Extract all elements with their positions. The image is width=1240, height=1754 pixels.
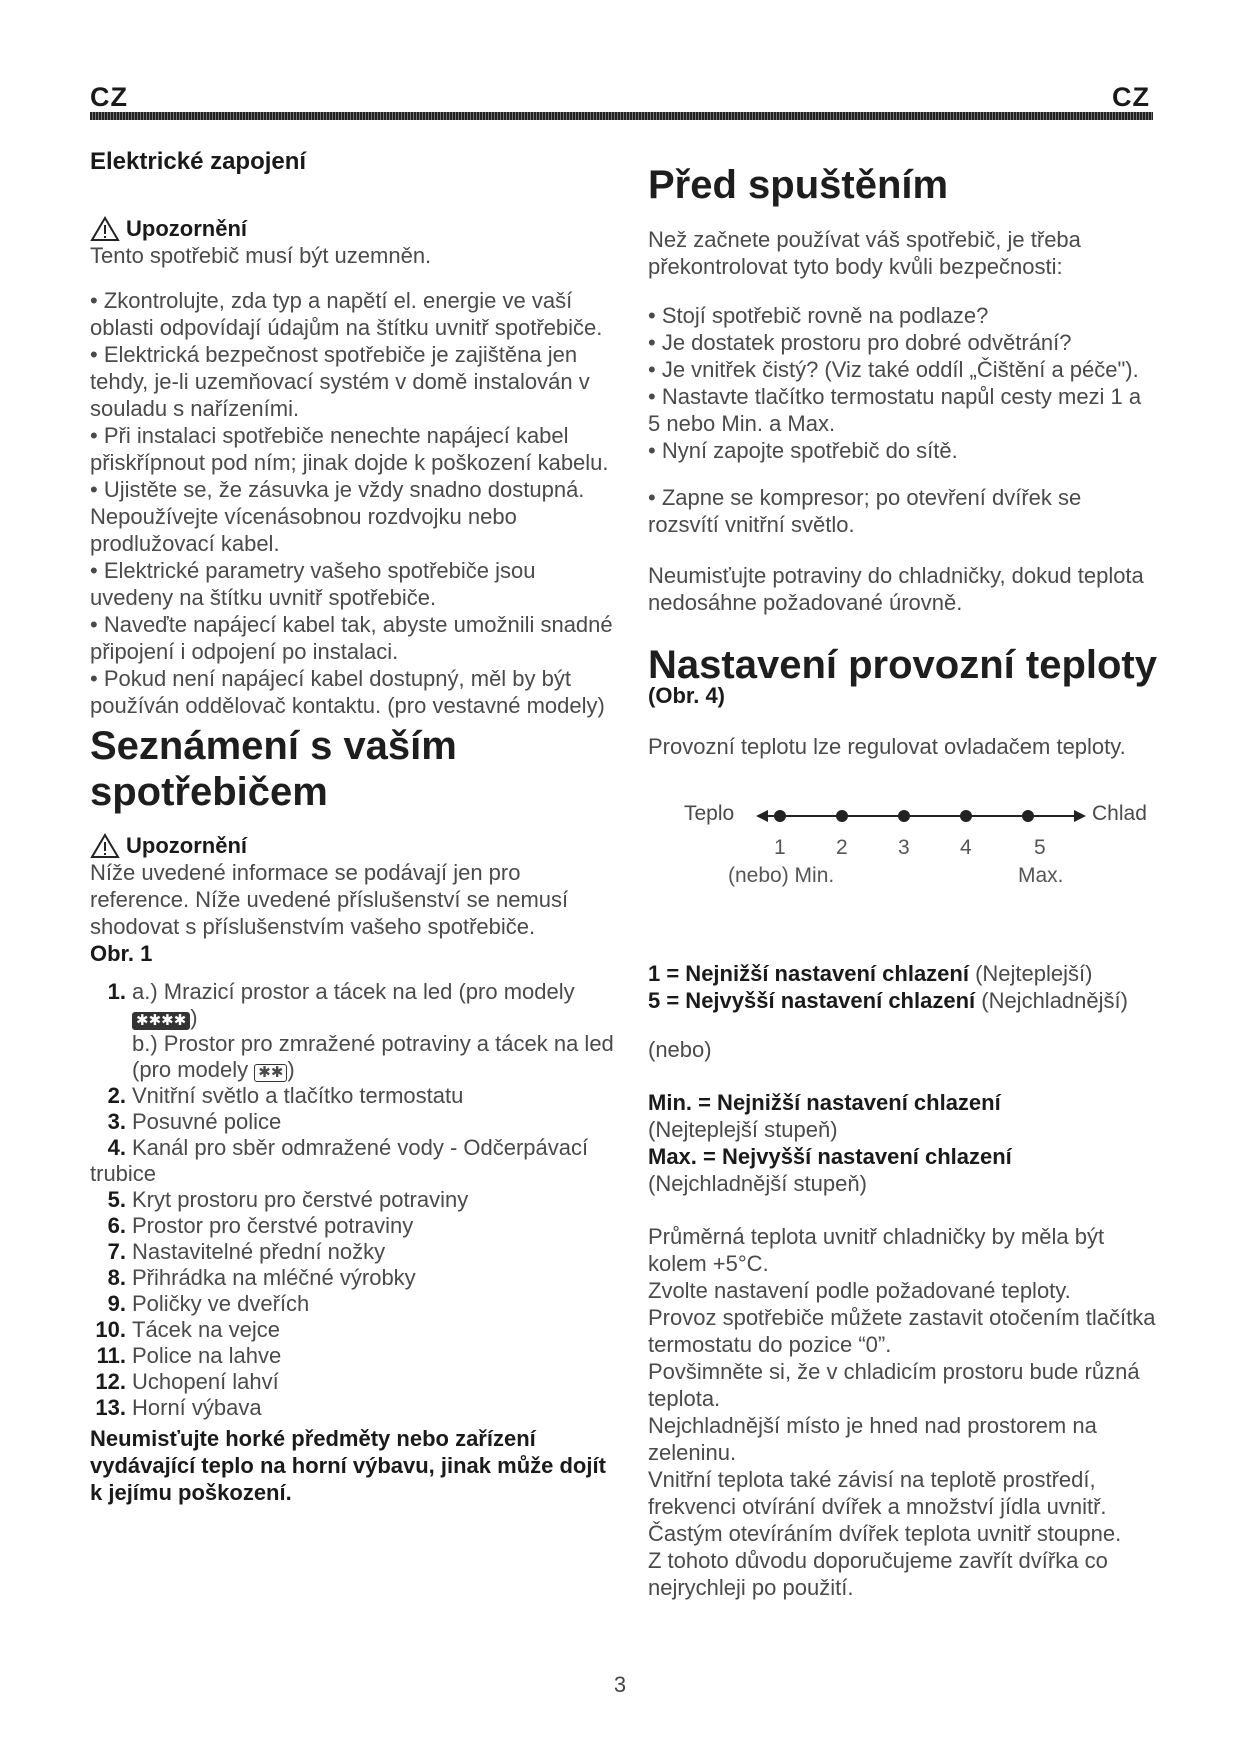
item-number: 5.: [107, 1187, 126, 1212]
left-column: [90, 140, 620, 1506]
setting-1-bold: 1 = Nejnižší nastavení chlazení: [648, 961, 969, 986]
item-number: 3.: [107, 1109, 126, 1134]
language-code-left: CZ: [90, 82, 128, 112]
check-item: • Je vnitřek čistý? (Viz také oddíl „Čištění a péče").: [648, 357, 1139, 382]
setting-1-rest: (Nejteplejší): [968, 961, 1093, 986]
item-number: 12.: [95, 1369, 126, 1394]
item-number: 6.: [107, 1213, 126, 1238]
electrical-bullets: [90, 287, 620, 719]
setting-5-rest: (Nejchladnější): [975, 988, 1128, 1013]
list-item: [90, 1187, 620, 1213]
electrical-warning: [90, 216, 620, 242]
list-item: [90, 979, 620, 1083]
item-text: Posuvné police: [132, 1109, 282, 1134]
bullet: • Při instalaci spotřebiče nenechte napájecí kabel přiskřípnout pod ním; jinak dojde k poškození kabelu.: [90, 423, 609, 475]
item-text: Nastavitelné přední nožky: [132, 1239, 386, 1264]
check-item: • Nastavte tlačítko termostatu napůl cesty mezi 1 a 5 nebo Min. a Max.: [648, 384, 1142, 436]
scale-level-2: 2: [836, 836, 848, 859]
setting-5: [648, 987, 1158, 1014]
freezer-star-badge: ✱✱✱✱: [132, 1012, 190, 1030]
list-item: [90, 1213, 620, 1239]
item-text: Kryt prostoru pro čerstvé potraviny: [132, 1187, 469, 1212]
electrical-heading: Elektrické zapojení: [90, 148, 307, 175]
compressor-note: • Zapne se kompresor; po otevření dvířek se rozsvítí vnitřní světlo.: [648, 485, 1082, 537]
item-number: 7.: [107, 1239, 126, 1264]
bullet: • Zkontrolujte, zda typ a napětí el. energie ve vaší oblasti odpovídají údajům na štítku uvnitř spotřebiče.: [90, 288, 603, 340]
warning-label: Upozornění: [126, 833, 247, 858]
scale-level-1: 1: [774, 836, 786, 859]
scale-dot-5: [1022, 810, 1034, 822]
list-item: [90, 1317, 620, 1343]
paragraph-line: Častým otevíráním dvířek teplota uvnitř stoupne.: [648, 1521, 1122, 1546]
check-item: • Stojí spotřebič rovně na podlaze?: [648, 303, 989, 328]
warm-label: Teplo: [684, 802, 735, 825]
item-text: ): [190, 1005, 198, 1030]
item-text: Poličky ve dveřích: [132, 1291, 310, 1316]
freezer-star-badge: ✱✱: [254, 1064, 287, 1082]
item-number: 8.: [107, 1265, 126, 1290]
setting-1: [648, 960, 1158, 987]
list-item: [90, 1135, 620, 1187]
right-column: [648, 140, 1158, 1601]
paragraph-line: Vnitřní teplota také závisí na teplotě prostředí, frekvenci otvírání dvířek a množství jídla uvnitř.: [648, 1467, 1107, 1519]
before-start-heading: Před spuštěním: [648, 163, 949, 207]
bullet: • Elektrická bezpečnost spotřebiče je zajištěna jen tehdy, je-li uzemňovací systém v domě instalován v souladu s nařízeními.: [90, 342, 590, 421]
item-number: 1.: [107, 979, 126, 1004]
electrical-intro: Tento spotřebič musí být uzemněn.: [90, 243, 432, 268]
temperature-figure-ref: (Obr. 4): [648, 683, 726, 708]
paragraph-line: Nejchladnější místo je hned nad prostorem na zeleninu.: [648, 1413, 1097, 1465]
list-item: [90, 1083, 620, 1109]
cold-label: Chlad: [1092, 802, 1147, 825]
item-text: Uchopení lahví: [132, 1369, 279, 1394]
language-code-right: CZ: [1112, 82, 1150, 112]
scale-dot-3: [898, 810, 910, 822]
scale-dot-1: [774, 810, 786, 822]
item-number: 11.: [96, 1343, 126, 1368]
list-item: [90, 1395, 620, 1421]
min-setting-bold: Min. = Nejnižší nastavení chlazení: [648, 1090, 1001, 1115]
item-text: Prostor pro čerstvé potraviny: [132, 1213, 414, 1238]
item-text: Tácek na vejce: [132, 1317, 280, 1342]
list-item: [90, 1109, 620, 1135]
scale-level-3: 3: [898, 836, 910, 859]
item-text: a.) Mrazicí prostor a tácek na led (pro modely: [132, 979, 575, 1004]
item-text: Kanál pro sběr odmražené vody - Odčerpávací trubice: [90, 1135, 589, 1186]
header-rule: [90, 112, 1153, 120]
paragraph-line: Zvolte nastavení podle požadované teploty.: [648, 1278, 1071, 1303]
intro-heading: Seznámení s vaším spotřebičem: [90, 724, 457, 814]
item-text: ): [287, 1057, 295, 1082]
scale-arrow: [756, 804, 1086, 828]
list-item: [90, 1369, 620, 1395]
item-text: Horní výbava: [132, 1395, 262, 1420]
paragraph-line: Povšimněte si, že v chladicím prostoru bude různá teplota.: [648, 1359, 1140, 1411]
figure-reference: Obr. 1: [90, 941, 153, 966]
intro-warning: [90, 833, 620, 859]
item-text: Police na lahve: [132, 1343, 282, 1368]
food-note: Neumisťujte potraviny do chladničky, dokud teplota nedosáhne požadované úrovně.: [648, 563, 1144, 615]
item-number: 4.: [107, 1135, 126, 1160]
item-number: 2.: [107, 1083, 126, 1108]
paragraph-line: Průměrná teplota uvnitř chladničky by měla být kolem +5°C.: [648, 1224, 1105, 1276]
scale-dot-4: [960, 810, 972, 822]
scale-level-4: 4: [960, 836, 972, 859]
setting-5-bold: 5 = Nejvyšší nastavení chlazení: [648, 988, 976, 1013]
warning-label: Upozornění: [126, 216, 247, 241]
scale-min-label: (nebo) Min.: [728, 864, 835, 887]
list-item: [90, 1265, 620, 1291]
scale-dot-2: [836, 810, 848, 822]
check-item: • Nyní zapojte spotřebič do sítě.: [648, 438, 958, 463]
before-start-intro: Než začnete používat váš spotřebič, je třeba překontrolovat tyto body kvůli bezpečnosti:: [648, 227, 1081, 279]
scale-max-label: Max.: [1018, 864, 1064, 887]
bullet: • Naveďte napájecí kabel tak, abyste umožnili snadné připojení i odpojení po instalaci.: [90, 612, 613, 664]
paragraph-line: Provoz spotřebiče můžete zastavit otočením tlačítka termostatu do pozice “0”.: [648, 1305, 1156, 1357]
max-setting-rest: (Nejchladnější stupeň): [648, 1171, 867, 1196]
item-number: 10.: [95, 1317, 126, 1342]
item-text: b.) Prostor pro zmražené potraviny a tácek na led (pro modely: [132, 1031, 614, 1082]
warning-triangle-icon: [90, 833, 120, 859]
temperature-intro: Provozní teplotu lze regulovat ovladačem teploty.: [648, 734, 1126, 759]
item-sub: [90, 1005, 620, 1031]
parts-list: [90, 979, 620, 1421]
max-setting-bold: Max. = Nejvyšší nastavení chlazení: [648, 1144, 1012, 1169]
bullet: • Elektrické parametry vašeho spotřebiče jsou uvedeny na štítku uvnitř spotřebiče.: [90, 558, 536, 610]
bullet: • Pokud není napájecí kabel dostupný, měl by být používán oddělovač kontaktu. (pro vestavné modely): [90, 666, 605, 718]
list-item: [90, 1343, 620, 1369]
list-item: [90, 1291, 620, 1317]
item-number: 9.: [107, 1291, 126, 1316]
temperature-paragraph: [648, 1223, 1158, 1601]
item-number: 13.: [95, 1395, 126, 1420]
item-sub: [90, 1031, 620, 1083]
thermostat-scale: [648, 800, 1158, 950]
item-text: Přihrádka na mléčné výrobky: [132, 1265, 416, 1290]
list-item: [90, 1239, 620, 1265]
warning-triangle-icon: [90, 216, 120, 242]
check-item: • Je dostatek prostoru pro dobré odvětrání?: [648, 330, 1072, 355]
paragraph-line: Z tohoto důvodu doporučujeme zavřít dvířka co nejrychleji po použití.: [648, 1548, 1108, 1600]
intro-text: Níže uvedené informace se podávají jen pro reference. Níže uvedené příslušenství se nemusí shodovat s příslušenstvím vašeho spotřebiče.: [90, 860, 569, 939]
checklist: [648, 302, 1158, 464]
or-text: (nebo): [648, 1037, 712, 1062]
bullet: • Ujistěte se, že zásuvka je vždy snadno dostupná. Nepoužívejte vícenásobnou rozdvojku nebo prodlužovací kabel.: [90, 477, 585, 556]
arrow-right-icon: [1074, 810, 1086, 822]
arrow-left-icon: [756, 810, 768, 822]
page-number: 3: [613, 1672, 627, 1697]
item-text: Vnitřní světlo a tlačítko termostatu: [132, 1083, 464, 1108]
min-setting-rest: (Nejteplejší stupeň): [648, 1117, 838, 1142]
scale-level-5: 5: [1034, 836, 1046, 859]
hot-items-warning: Neumisťujte horké předměty nebo zařízení vydávající teplo na horní výbavu, jinak může dojít k jejímu poškození.: [90, 1426, 606, 1505]
temperature-heading: Nastavení provozní teploty: [648, 643, 1157, 687]
